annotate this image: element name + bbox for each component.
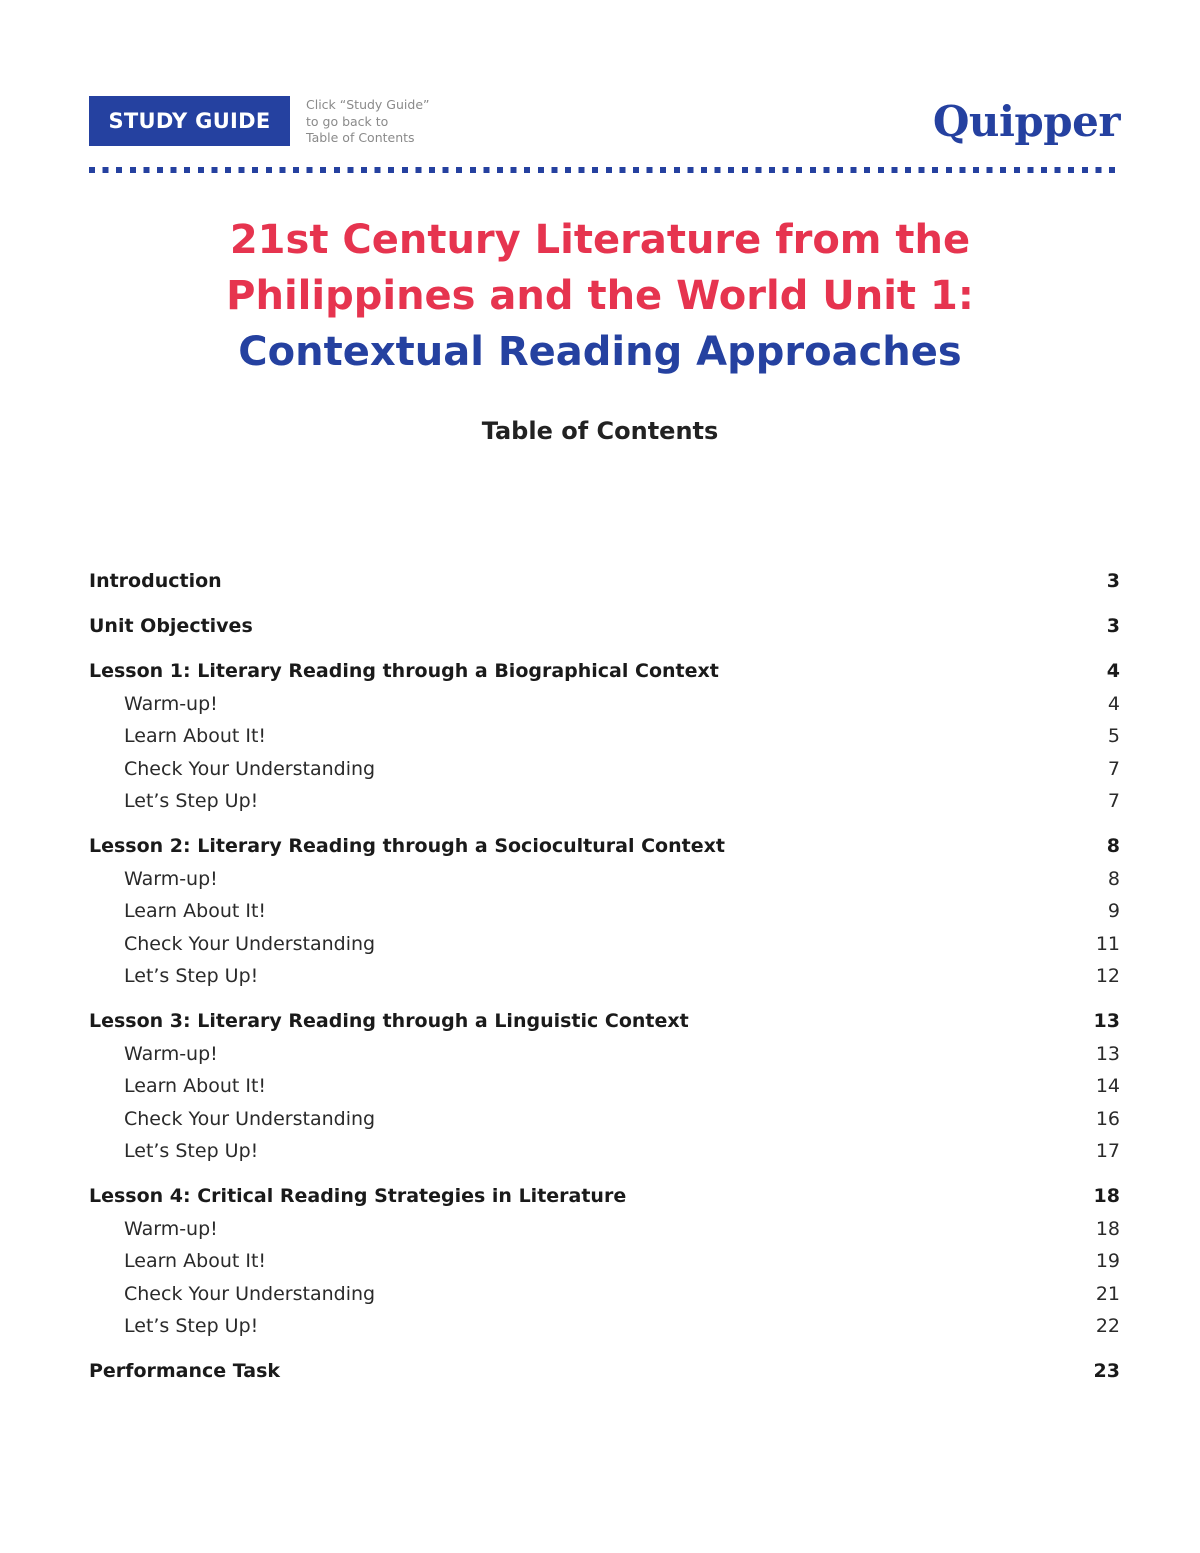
study-guide-hint (306, 97, 429, 147)
hint-line: to go back to (306, 113, 389, 129)
toc-entry-label: Warm-up! (124, 868, 218, 890)
toc-entry-page: 13 (1095, 1043, 1120, 1065)
toc-entry-page: 13 (1093, 1010, 1120, 1032)
toc-entry-label: Let’s Step Up! (124, 790, 259, 812)
toc-subsection-row[interactable] (89, 754, 1120, 784)
toc-subsection-row[interactable] (89, 786, 1120, 816)
toc-entry-page: 18 (1095, 1218, 1120, 1240)
title-line-2: Philippines and the World Unit 1: (226, 273, 974, 319)
document-title (0, 212, 1200, 380)
toc-entry-page: 11 (1095, 933, 1120, 955)
toc-entry-label: Warm-up! (124, 693, 218, 715)
toc-entry-page: 14 (1095, 1075, 1120, 1097)
toc-entry-page: 18 (1093, 1185, 1120, 1207)
toc-subsection-row[interactable] (89, 1311, 1120, 1341)
toc-entry-page: 9 (1107, 900, 1120, 922)
hint-line: Table of Contents (306, 130, 415, 145)
toc-entry-page: 3 (1106, 615, 1120, 637)
toc-entry-label: Let’s Step Up! (124, 1315, 259, 1337)
toc-section-row[interactable] (89, 611, 1120, 641)
toc-entry-label: Introduction (89, 570, 222, 592)
toc-entry-page: 3 (1106, 570, 1120, 592)
quipper-logo: Quipper (932, 97, 1120, 146)
toc-subsection-row[interactable] (89, 864, 1120, 894)
toc-entry-page: 16 (1095, 1108, 1120, 1130)
toc-entry-label: Warm-up! (124, 1043, 218, 1065)
dotted-divider (89, 167, 1120, 173)
toc-section-row[interactable] (89, 656, 1120, 686)
toc-entry-label: Let’s Step Up! (124, 965, 259, 987)
toc-heading: Table of Contents (481, 417, 719, 445)
toc-subsection-row[interactable] (89, 961, 1120, 991)
toc-entry-page: 19 (1095, 1250, 1120, 1272)
toc-entry-label: Check Your Understanding (124, 1283, 376, 1305)
toc-entry-page: 17 (1095, 1140, 1120, 1162)
toc-entry-page: 8 (1107, 868, 1120, 890)
toc-subsection-row[interactable] (89, 1136, 1120, 1166)
hint-line: Click “Study Guide” (306, 97, 430, 112)
toc-section-row[interactable] (89, 1006, 1120, 1036)
toc-subsection-row[interactable] (89, 721, 1120, 751)
toc-entry-label: Lesson 4: Critical Reading Strategies in Literature (89, 1185, 627, 1207)
toc-entry-page: 4 (1106, 660, 1120, 682)
toc-section-row[interactable] (89, 1356, 1120, 1386)
toc-subsection-row[interactable] (89, 1039, 1120, 1069)
study-guide-button[interactable]: STUDY GUIDE (89, 96, 290, 146)
toc-entry-page: 23 (1093, 1360, 1120, 1382)
toc-entry-label: Let’s Step Up! (124, 1140, 259, 1162)
toc-subsection-row[interactable] (89, 689, 1120, 719)
toc-section-row[interactable] (89, 1181, 1120, 1211)
toc-entry-page: 22 (1095, 1315, 1120, 1337)
toc-entry-page: 7 (1107, 790, 1120, 812)
toc-entry-label: Learn About It! (124, 900, 267, 922)
title-line-1: 21st Century Literature from the (229, 217, 971, 263)
toc-entry-label: Lesson 1: Literary Reading through a Biographical Context (89, 660, 719, 682)
toc-subsection-row[interactable] (89, 1214, 1120, 1244)
toc-entry-label: Learn About It! (124, 725, 267, 747)
toc-subsection-row[interactable] (89, 929, 1120, 959)
toc-entry-label: Check Your Understanding (124, 758, 376, 780)
toc-entry-label: Learn About It! (124, 1075, 267, 1097)
toc-section-row[interactable] (89, 831, 1120, 861)
toc-subsection-row[interactable] (89, 1279, 1120, 1309)
toc-subsection-row[interactable] (89, 1071, 1120, 1101)
toc-entry-page: 7 (1107, 758, 1120, 780)
toc-entry-label: Learn About It! (124, 1250, 267, 1272)
toc-entry-page: 5 (1107, 725, 1120, 747)
toc-entry-label: Warm-up! (124, 1218, 218, 1240)
toc-entry-page: 12 (1095, 965, 1120, 987)
toc-entry-page: 21 (1095, 1283, 1120, 1305)
toc-subsection-row[interactable] (89, 1104, 1120, 1134)
toc-entry-label: Lesson 3: Literary Reading through a Linguistic Context (89, 1010, 689, 1032)
toc-entry-label: Lesson 2: Literary Reading through a Sociocultural Context (89, 835, 725, 857)
toc-entry-label: Unit Objectives (89, 615, 253, 637)
toc-entry-page: 8 (1106, 835, 1120, 857)
toc-subsection-row[interactable] (89, 896, 1120, 926)
toc-section-row[interactable] (89, 566, 1120, 596)
toc-subsection-row[interactable] (89, 1246, 1120, 1276)
toc-entry-label: Check Your Understanding (124, 1108, 376, 1130)
page-header (89, 96, 1120, 146)
title-line-3: Contextual Reading Approaches (238, 329, 962, 375)
toc-entry-label: Performance Task (89, 1360, 281, 1382)
toc-entry-label: Check Your Understanding (124, 933, 376, 955)
toc-entry-page: 4 (1107, 693, 1120, 715)
